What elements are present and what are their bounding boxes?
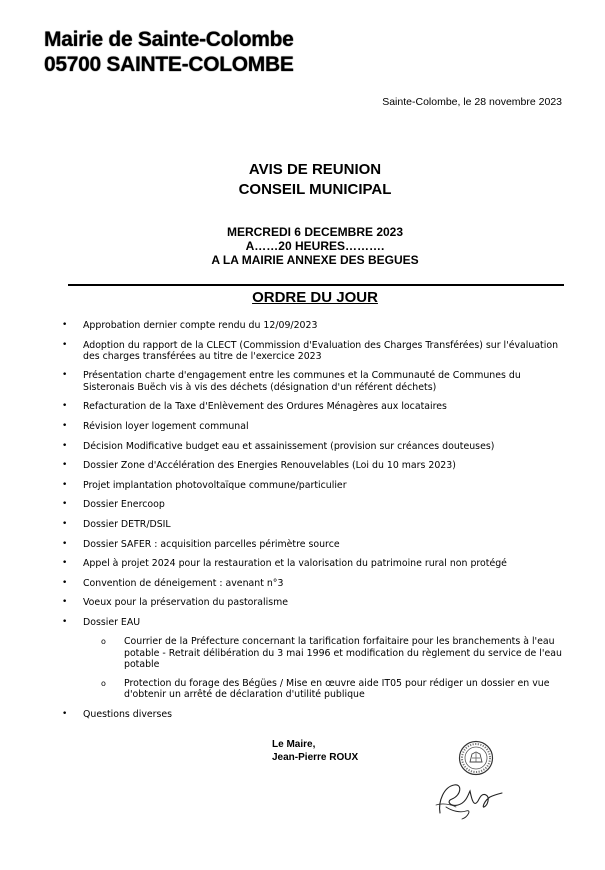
- bullet-icon: •: [62, 320, 68, 330]
- bullet-icon: •: [62, 558, 68, 569]
- agenda-item-text: Convention de déneigement : avenant n°3: [83, 577, 284, 589]
- bullet-icon: •: [62, 401, 68, 412]
- agenda-list: [62, 320, 562, 729]
- bullet-icon: •: [62, 370, 68, 381]
- eau-sub-list: [83, 636, 562, 700]
- agenda-item: [62, 519, 562, 530]
- agenda-item-text: Questions diverses: [83, 708, 173, 720]
- agenda-item: [62, 480, 562, 491]
- agenda-item-text: Dossier Zone d'Accélération des Energies Renouvelables (Loi du 10 mars 2023): [83, 460, 456, 472]
- sub-item: [101, 678, 562, 701]
- agenda-item: [62, 401, 562, 412]
- meeting-day: MERCREDI 6 DECEMBRE 2023: [226, 225, 404, 239]
- agenda-item: [62, 499, 562, 510]
- agenda-item-text: Dossier EAU: [83, 616, 141, 628]
- agenda-item-text: Appel à projet 2024 pour la restauration et la valorisation du patrimoine rural non protégé: [83, 558, 507, 570]
- circle-bullet-icon: o: [101, 679, 106, 689]
- sub-item-text: Courrier de la Préfecture concernant la tarification forfaitaire pour les branchements à l'eau potable - Retrait délibération du 3 mai 1996 et modification du règlement du service de l'eau potable: [124, 636, 562, 670]
- document-date: Sainte-Colombe, le 28 novembre 2023: [382, 96, 562, 108]
- agenda-item-text: Adoption du rapport de la CLECT (Commission d'Evaluation des Charges Transférées) sur l'évaluation des charges transférées au titre de l'exercice 2023: [83, 339, 559, 362]
- agenda-item: [62, 460, 562, 471]
- agenda-item: [62, 421, 562, 432]
- signature-name: Jean-Pierre ROUX: [272, 752, 359, 763]
- bullet-icon: •: [62, 518, 68, 529]
- agenda-item-text: Révision loyer logement communal: [83, 420, 249, 432]
- agenda-item-eau: [62, 617, 562, 701]
- town-seal-icon: [458, 740, 494, 776]
- agenda-item-text: Approbation dernier compte rendu du 12/09/2023: [83, 320, 318, 331]
- notice-title-line-2: CONSEIL MUNICIPAL: [238, 181, 392, 198]
- bullet-icon: •: [62, 708, 68, 719]
- bullet-icon: •: [62, 597, 68, 608]
- agenda-title: [0, 289, 605, 306]
- letterhead-line-1: Mairie de Sainte-Colombe: [44, 28, 294, 51]
- letterhead: [44, 27, 294, 77]
- sub-item-text: Protection du forage des Bégües / Mise en œuvre aide IT05 pour rédiger un dossier en vue d'obtenir un arrêté de déclaration d'utilité publique: [124, 678, 550, 701]
- agenda-item: [62, 597, 562, 608]
- horizontal-rule: [68, 284, 564, 286]
- sub-item: [101, 636, 562, 670]
- bullet-icon: •: [62, 460, 68, 471]
- agenda-item-text: Présentation charte d'engagement entre les communes et la Communauté de Communes du Sisteronais Buëch vis à vis des déchets (désignation d'un référent déchets): [83, 370, 521, 393]
- handwritten-signature-icon: [432, 777, 507, 822]
- agenda-item: [62, 558, 562, 569]
- bullet-icon: •: [62, 577, 68, 588]
- agenda-item-text: Voeux pour la préservation du pastoralisme: [83, 597, 289, 609]
- bullet-icon: •: [62, 538, 68, 549]
- agenda-item-text: Dossier SAFER : acquisition parcelles périmètre source: [83, 538, 340, 550]
- agenda-item: [62, 709, 562, 720]
- bullet-icon: •: [62, 479, 68, 490]
- notice-title: [0, 160, 605, 200]
- meeting-details: [0, 225, 605, 267]
- agenda-item: [62, 320, 562, 331]
- letterhead-line-2: 05700 SAINTE-COLOMBE: [44, 53, 294, 76]
- bullet-icon: •: [62, 440, 68, 451]
- agenda-item-text: Projet implantation photovoltaïque commune/particulier: [83, 479, 347, 491]
- signature-block: [272, 738, 358, 764]
- agenda-item: [62, 370, 562, 393]
- agenda-item: [62, 539, 562, 550]
- agenda-item: [62, 441, 562, 452]
- bullet-icon: •: [62, 499, 68, 510]
- meeting-place: A LA MAIRIE ANNEXE DES BEGUES: [211, 253, 419, 267]
- bullet-icon: •: [62, 616, 68, 627]
- bullet-icon: •: [62, 339, 68, 350]
- agenda-item-text: Refacturation de la Taxe d'Enlèvement des Ordures Ménagères aux locataires: [83, 401, 447, 413]
- circle-bullet-icon: o: [101, 637, 106, 647]
- agenda-item-text: Décision Modificative budget eau et assainissement (provision sur créances douteuses): [83, 440, 495, 452]
- agenda-item-text: Dossier DETR/DSIL: [83, 518, 171, 530]
- signature-role: Le Maire,: [272, 739, 316, 750]
- meeting-time: A……20 HEURES……….: [245, 239, 385, 253]
- agenda-item: [62, 578, 562, 589]
- agenda-title-text: ORDRE DU JOUR: [252, 289, 378, 306]
- notice-title-line-1: AVIS DE REUNION: [248, 161, 382, 178]
- agenda-item-text: Dossier Enercoop: [83, 499, 165, 511]
- bullet-icon: •: [62, 420, 68, 431]
- agenda-item: [62, 340, 562, 363]
